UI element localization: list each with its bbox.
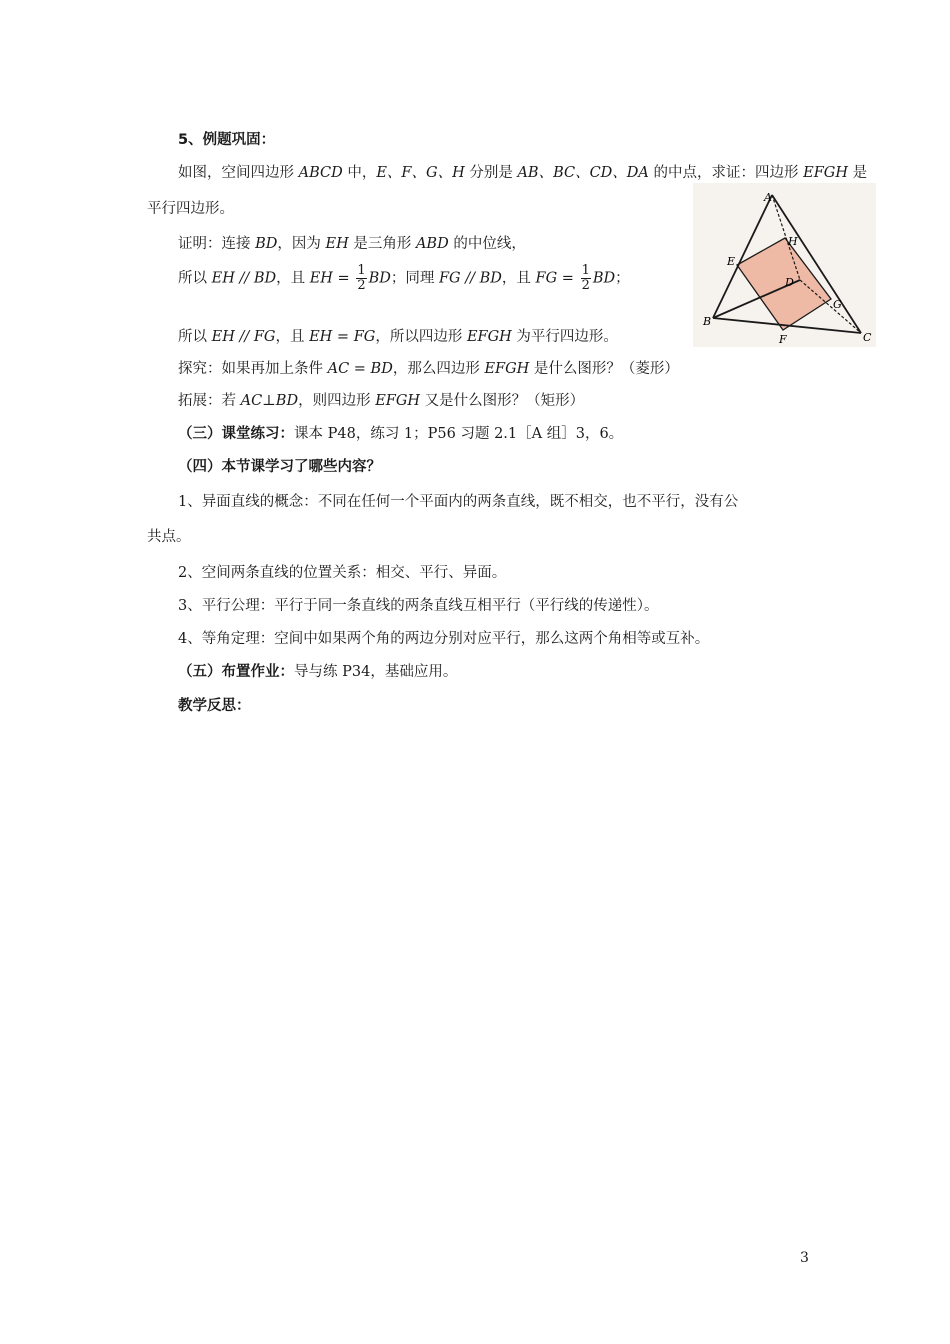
label-c: C xyxy=(863,331,872,344)
label-e: E xyxy=(727,255,736,268)
fraction xyxy=(356,264,366,293)
text: 拓展：若 xyxy=(178,393,241,409)
text: = xyxy=(557,270,579,287)
text: 分别是 xyxy=(464,165,518,181)
math: EFGH xyxy=(375,393,421,409)
proof-line-3 xyxy=(178,325,618,346)
math: EH // FG xyxy=(211,329,276,345)
homework-line xyxy=(178,660,457,681)
text: 所以 xyxy=(178,270,212,287)
math: AC = BD xyxy=(327,361,393,377)
label-d: D xyxy=(785,276,794,289)
math: ABD xyxy=(415,236,449,252)
summary-item-1b: 共点。 xyxy=(147,529,191,545)
practice-label: （三）课堂练习： xyxy=(178,426,294,442)
math: EH xyxy=(325,236,349,252)
text: ，所以四边形 xyxy=(375,329,467,345)
math: FG xyxy=(535,270,558,287)
text: 所以 xyxy=(178,329,212,345)
text: ，且 xyxy=(275,329,310,345)
text: 探究：如果再加上条件 xyxy=(178,361,328,377)
text: 为平行四边形。 xyxy=(511,329,618,345)
explore-line xyxy=(178,357,679,378)
text: 的中点，求证：四边形 xyxy=(648,165,804,181)
text: 是什么图形？（菱形） xyxy=(529,361,679,377)
label-f: F xyxy=(779,333,787,346)
math: EFGH xyxy=(803,165,848,181)
summary-item-2: 2、空间两条直线的位置关系：相交、平行、异面。 xyxy=(178,565,507,581)
math: BD xyxy=(255,236,278,252)
text: 如图，空间四边形 xyxy=(178,165,299,181)
math: E、F、G、H xyxy=(376,165,465,181)
problem-line-1 xyxy=(178,161,867,182)
proof-line-1 xyxy=(178,232,526,253)
text: ，那么四边形 xyxy=(392,361,485,377)
text: ，因为 xyxy=(277,236,326,252)
quadrilateral-diagram xyxy=(693,183,876,347)
reflection-title: 教学反思： xyxy=(178,698,251,714)
text: 中， xyxy=(342,165,377,181)
summary-item-3: 3、平行公理：平行于同一条直线的两条直线互相平行（平行线的传递性）。 xyxy=(178,598,659,614)
numerator: 1 xyxy=(357,263,366,278)
page-number: 3 xyxy=(800,1250,809,1266)
text: ； xyxy=(615,270,630,287)
label-b: B xyxy=(703,315,712,328)
text: ；同理 xyxy=(390,270,439,287)
math: EH // BD xyxy=(211,270,277,287)
practice-line xyxy=(178,422,623,443)
text: ，且 xyxy=(501,270,536,287)
figure xyxy=(693,183,876,347)
proof-line-2 xyxy=(178,264,630,293)
math: EFGH xyxy=(466,329,512,345)
math: AB、BC、CD、DA xyxy=(517,165,649,181)
text: = xyxy=(332,270,355,287)
problem-line-2: 平行四边形。 xyxy=(147,201,234,217)
practice-text: 课本 P48，练习 1；P56 习题 2.1［A 组］3，6。 xyxy=(294,426,624,442)
homework-text: 导与练 P34，基础应用。 xyxy=(294,664,458,680)
text: 是三角形 xyxy=(348,236,416,252)
math: EH = FG xyxy=(309,329,376,345)
text: ，则四边形 xyxy=(298,393,376,409)
math: AC⊥BD xyxy=(240,393,299,409)
summary-title: （四）本节课学习了哪些内容？ xyxy=(178,459,381,475)
label-a: A xyxy=(764,191,772,204)
fraction xyxy=(581,264,591,293)
text: 证明：连接 xyxy=(178,236,256,252)
homework-label: （五）布置作业： xyxy=(178,664,294,680)
text: 又是什么图形？（矩形） xyxy=(420,393,585,409)
text: 的中位线， xyxy=(448,236,526,252)
text: 是 xyxy=(848,165,868,181)
denominator: 2 xyxy=(581,278,590,293)
math: EH xyxy=(309,270,333,287)
math: FG // BD xyxy=(439,270,502,287)
section5-title: 5、例题巩固： xyxy=(178,132,276,148)
summary-item-1a: 1、异面直线的概念：不同在任何一个平面内的两条直线，既不相交，也不平行，没有公 xyxy=(178,494,739,510)
numerator: 1 xyxy=(581,263,590,278)
extend-line xyxy=(178,389,584,410)
text: ，且 xyxy=(276,270,310,287)
parallelogram-efgh xyxy=(737,238,831,330)
label-h: H xyxy=(788,235,798,248)
summary-item-4: 4、等角定理：空间中如果两个角的两边分别对应平行，那么这两个角相等或互补。 xyxy=(178,631,710,647)
math: BD xyxy=(592,270,616,287)
math: ABCD xyxy=(298,165,343,181)
label-g: G xyxy=(833,298,842,311)
math: BD xyxy=(368,270,391,287)
math: EFGH xyxy=(484,361,530,377)
denominator: 2 xyxy=(357,278,366,293)
